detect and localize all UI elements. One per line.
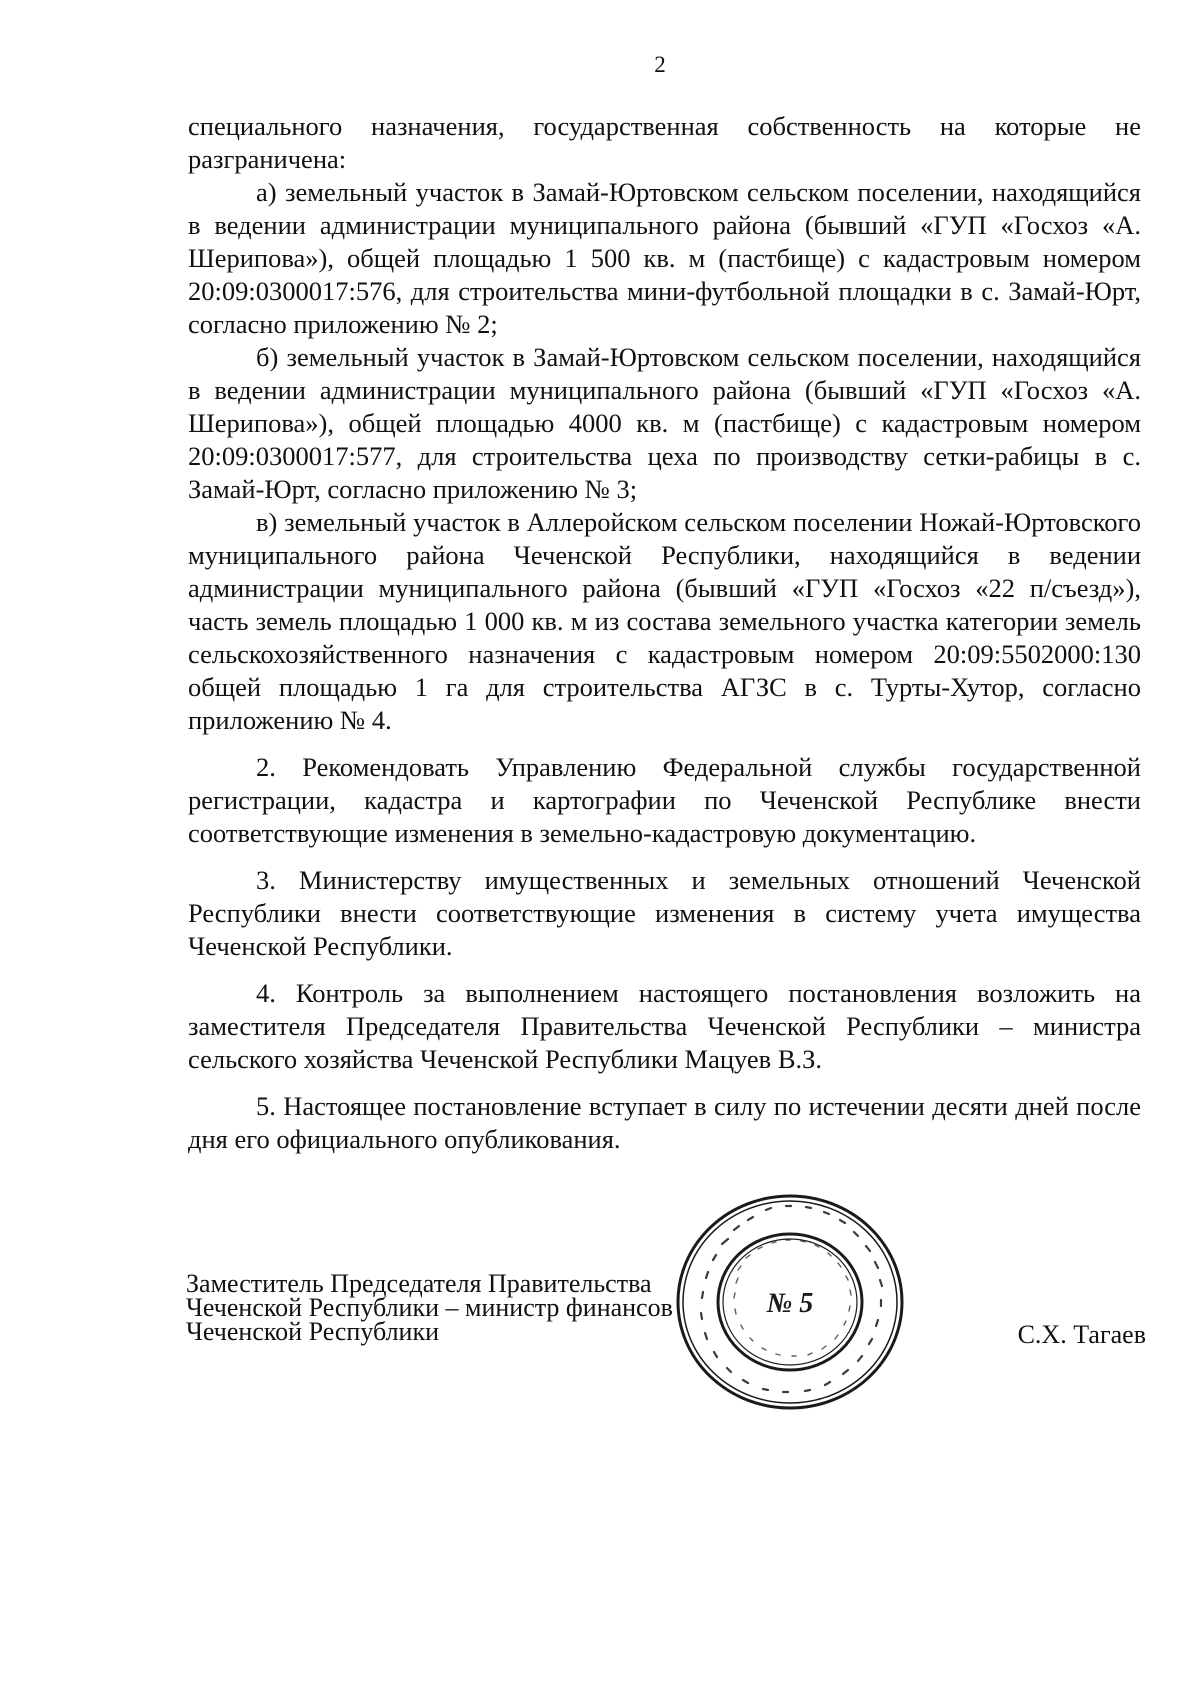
seal-number: № 5	[766, 1288, 814, 1319]
item-v-paragraph: в) земельный участок в Аллеройском сельском поселении Ножай-Юртовского муниципального района Чеченской Республики, находящийся в ведении администрации муниципального района (бывший «ГУП «Госхоз «22 п/съезд»), часть земель площадью 1 000 кв. м из состава земельного участка категории земель сельскохозяйственного назначения с кадастровым номером 20:09:5502000:130 общей площадью 1 га для строительства АГЗС в с. Турты-Хутор, согласно приложению № 4.	[188, 507, 1141, 735]
signer-title: Заместитель Председателя Правительства Чеченской Республики – министр финансов Чеченской Республики	[186, 1269, 673, 1346]
official-seal	[674, 1192, 906, 1412]
item-a-paragraph: а) земельный участок в Замай-Юртовском сельском поселении, находящийся в ведении администрации муниципального района (бывший «ГУП «Госхоз «А. Шерипова»), общей площадью 1 500 кв. м (пастбище) с кадастровым номером 20:09:0300017:576, для строительства мини-футбольной площадки в с. Замай-Юрт, согласно приложению № 2;	[188, 177, 1141, 339]
point-5-paragraph: 5. Настоящее постановление вступает в силу по истечении десяти дней после дня его официального опубликования.	[188, 1091, 1141, 1154]
point-3-paragraph: 3. Министерству имущественных и земельных отношений Чеченской Республики внести соответствующие изменения в систему учета имущества Чеченской Республики.	[188, 865, 1141, 961]
intro-paragraph: специального назначения, государственная собственность на которые не разграничена:	[188, 111, 1141, 174]
signer-name: С.Х. Тагаев	[1017, 1320, 1146, 1349]
page-number: 2	[654, 52, 666, 77]
document-body	[188, 110, 1141, 1156]
point-2-paragraph: 2. Рекомендовать Управлению Федеральной службы государственной регистрации, кадастра и картографии по Чеченской Республике внести соответствующие изменения в земельно-кадастровую документацию.	[188, 752, 1141, 848]
item-b-paragraph: б) земельный участок в Замай-Юртовском сельском поселении, находящийся в ведении администрации муниципального района (бывший «ГУП «Госхоз «А. Шерипова»), общей площадью 4000 кв. м (пастбище) с кадастровым номером 20:09:0300017:577, для строительства цеха по производству сетки-рабицы в с. Замай-Юрт, согласно приложению № 3;	[188, 342, 1141, 504]
point-4-paragraph: 4. Контроль за выполнением настоящего постановления возложить на заместителя Председателя Правительства Чеченской Республики – министра сельского хозяйства Чеченской Республики Мацуев В.З.	[188, 978, 1141, 1074]
signature-block	[186, 1269, 1146, 1352]
